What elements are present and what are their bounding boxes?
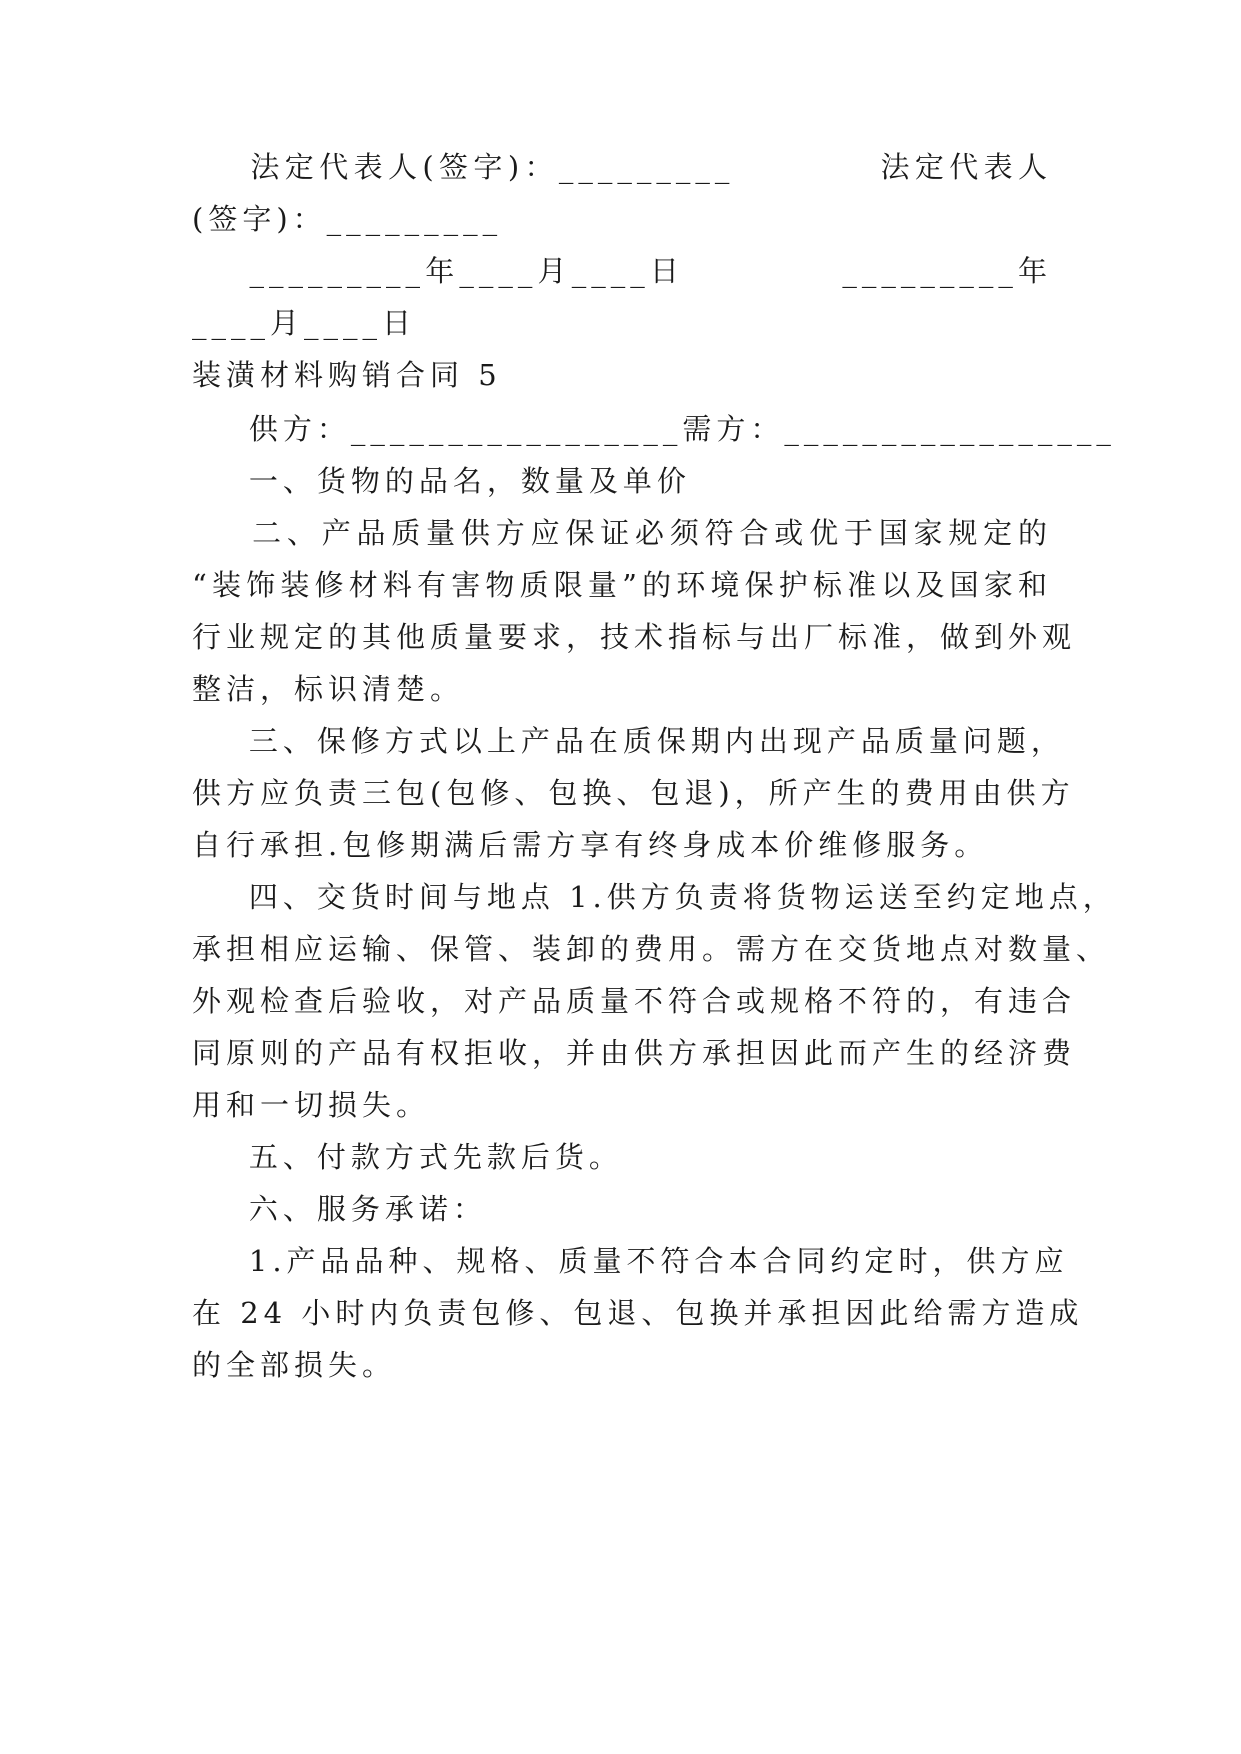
clause-1: 一、货物的品名，数量及单价 xyxy=(192,464,691,498)
clause-4-line-4: 同原则的产品有权拒收，并由供方承担因此而产生的经济费 xyxy=(192,1036,1077,1070)
clause-4-line-5: 用和一切损失。 xyxy=(192,1088,431,1122)
clause-4-line-1: 四、交货时间与地点 1.供方负责将货物运送至约定地点， xyxy=(192,880,1117,914)
clause-3-line-1: 三、保修方式以上产品在质保期内出现产品质量问题， xyxy=(192,724,1065,758)
clause-2-line-2: “装饰装修材料有害物质限量”的环境保护标准以及国家和 xyxy=(192,568,1052,602)
clause-5: 五、付款方式先款后货。 xyxy=(192,1140,623,1174)
contract-title: 装潢材料购销合同 5 xyxy=(192,358,502,392)
parties-line: 供方：_________________需方：_________________ xyxy=(192,412,1116,446)
commitment-1-line-1: 1.产品品种、规格、质量不符合本合同约定时，供方应 xyxy=(192,1244,1069,1278)
clause-3-line-3: 自行承担.包修期满后需方享有终身成本价维修服务。 xyxy=(192,828,989,862)
clause-4-line-2: 承担相应运输、保管、装卸的费用。需方在交货地点对数量、 xyxy=(192,932,1111,966)
signature-line-1: 法定代表人(签字)：_________ 法定代表人 xyxy=(192,150,1052,184)
clause-4-line-3: 外观检查后验收，对产品质量不符合或规格不符的，有违合 xyxy=(192,984,1077,1018)
clause-2-line-3: 行业规定的其他质量要求，技术指标与出厂标准，做到外观 xyxy=(192,620,1077,654)
signature-line-2: (签字)：_________ xyxy=(192,202,503,236)
clause-3-line-2: 供方应负责三包(包修、包换、包退)，所产生的费用由供方 xyxy=(192,776,1075,810)
date-line-2: ____月____日 xyxy=(192,306,417,340)
clause-6: 六、服务承诺： xyxy=(192,1192,487,1226)
date-line-1: _________年____月____日 _________年 xyxy=(192,254,1052,288)
clause-2-line-4: 整洁，标识清楚。 xyxy=(192,672,465,706)
commitment-1-line-3: 的全部损失。 xyxy=(192,1348,397,1382)
clause-2-line-1: 二、产品质量供方应保证必须符合或优于国家规定的 xyxy=(192,516,1052,550)
commitment-1-line-2: 在 24 小时内负责包修、包退、包换并承担因此给需方造成 xyxy=(192,1296,1084,1330)
